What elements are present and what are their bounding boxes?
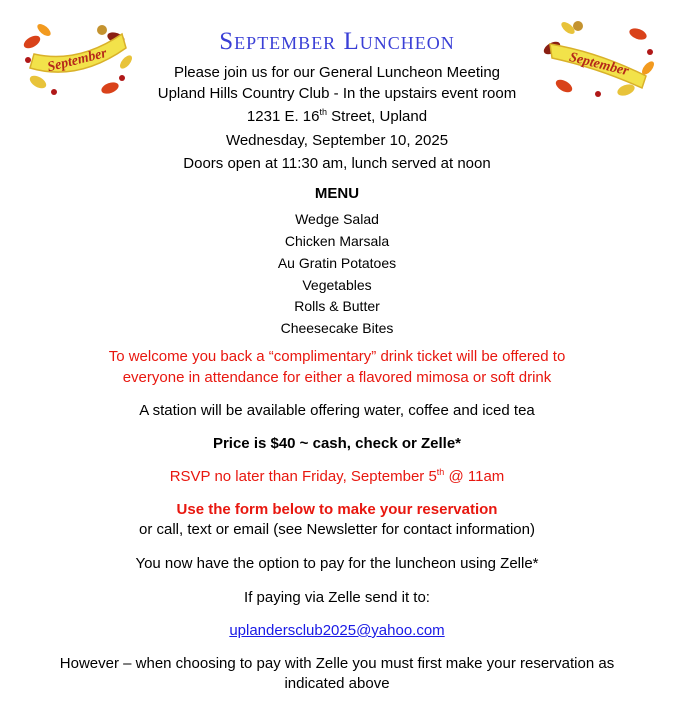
zelle-email-container	[0, 621, 674, 640]
menu-item: Cheesecake Bites	[280, 320, 394, 336]
menu-item: Chicken Marsala	[284, 233, 390, 249]
price-line: Price is $40 ~ cash, check or Zelle*	[212, 435, 462, 452]
rsvp-deadline: RSVP no later than Friday, September 5th @ 11am	[169, 467, 505, 485]
page-title: September Luncheon	[219, 28, 455, 55]
address-line: 1231 E. 16th Street, Upland	[246, 107, 428, 125]
badge-label: September	[567, 49, 631, 80]
zelle-send-to: If paying via Zelle send it to:	[244, 589, 430, 606]
however-line-1: However – when choosing to pay with Zelle you must first make your reservation as	[59, 655, 615, 672]
menu-item: Au Gratin Potatoes	[277, 255, 397, 271]
invite-line: Please join us for our General Luncheon Meeting	[173, 64, 501, 81]
menu-item: Rolls & Butter	[294, 298, 380, 314]
zelle-email-link[interactable]: uplandersclub2025@yahoo.com	[229, 622, 445, 639]
however-line-2: indicated above	[284, 675, 390, 692]
welcome-line-1: To welcome you back a “complimentary” drink ticket will be offered to	[108, 348, 566, 365]
welcome-line-2: everyone in attendance for either a flavored mimosa or soft drink	[122, 369, 552, 386]
venue-line: Upland Hills Country Club - In the upstairs event room	[157, 85, 517, 102]
event-times: Doors open at 11:30 am, lunch served at noon	[183, 155, 491, 172]
menu-item: Vegetables	[302, 277, 372, 293]
badge-label: September	[45, 45, 109, 76]
reservation-form-note: Use the form below to make your reservation	[176, 501, 498, 518]
menu-heading: MENU	[314, 185, 360, 202]
beverage-station-note: A station will be available offering water, coffee and iced tea	[139, 402, 535, 419]
menu-item: Wedge Salad	[295, 211, 379, 227]
zelle-option-note: You now have the option to pay for the luncheon using Zelle*	[135, 555, 539, 572]
contact-note: or call, text or email (see Newsletter for contact information)	[139, 521, 535, 538]
event-date: Wednesday, September 10, 2025	[225, 132, 449, 149]
